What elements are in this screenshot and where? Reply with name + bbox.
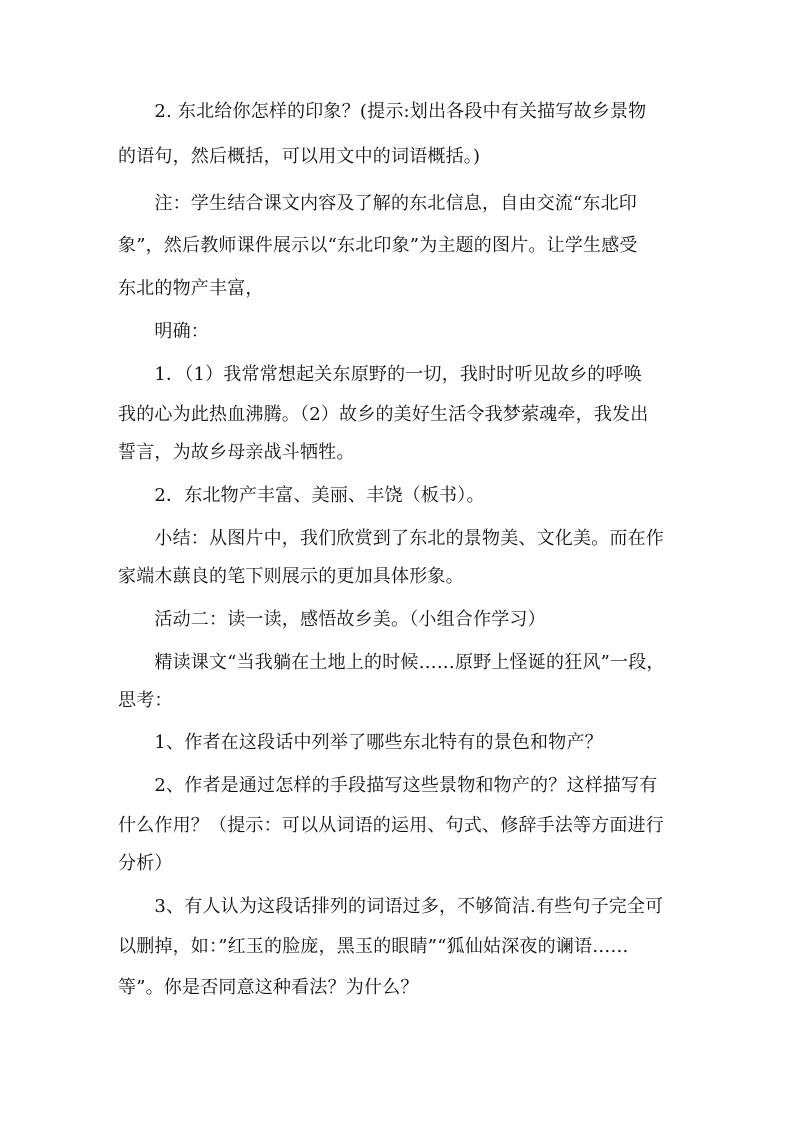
text-line: 什么作用？（提示：可以从词语的运用、句式、修辞手法等方面进行 [118,815,664,836]
text-line: 的语句，然后概括，可以用文中的词语概括。) [118,146,481,167]
text-line: 2．东北物产丰富、美丽、丰饶（板书）。 [118,485,485,506]
text-line: 象”，然后教师课件展示以“东北印象”为主题的图片。让学生感受 [118,235,638,256]
text-line: 东北的物产丰富， [118,278,264,299]
text-line: 2、作者是通过怎样的手段描写这些景物和物产的？这样描写有 [118,775,658,796]
text-line: 等”。你是否同意这种看法？为什么？ [118,977,419,998]
text-line: 明确： [118,321,209,342]
text-line: 2. 东北给你怎样的印象？(提示:划出各段中有关描写故乡景物 [118,101,647,122]
text-line: 誓言，为故乡母亲战斗牺牲。 [118,442,355,463]
text-line: 1．（1）我常常想起关东原野的一切，我时时听见故乡的呼唤 [118,364,642,385]
text-line: 活动二：读一读，感悟故乡美。（小组合作学习） [118,609,546,630]
text-line: 1、作者在这段话中列举了哪些东北特有的景色和物产？ [118,732,603,753]
text-line: 思考： [118,690,173,711]
text-line: 注：学生结合课文内容及了解的东北信息，自由交流“东北印 [118,193,637,214]
text-line: 分析） [118,853,173,874]
text-line: 家端木蕻良的笔下则展示的更加具体形象。 [118,566,464,587]
text-line: 我的心为此热血沸腾。（2）故乡的美好生活令我梦萦魂牵，我发出 [118,404,649,425]
text-line: 3、有人认为这段话排列的词语过多，不够简洁.有些句子完全可 [118,896,664,917]
text-line: 以删掉，如：”红玉的脸庞，黑玉的眼睛”“狐仙姑深夜的谰语…… [118,936,629,957]
text-line: 精读课文“当我躺在土地上的时候……原野上怪诞的狂风”一段， [118,652,665,673]
text-line: 小结：从图片中，我们欣赏到了东北的景物美、文化美。而在作 [118,528,664,549]
